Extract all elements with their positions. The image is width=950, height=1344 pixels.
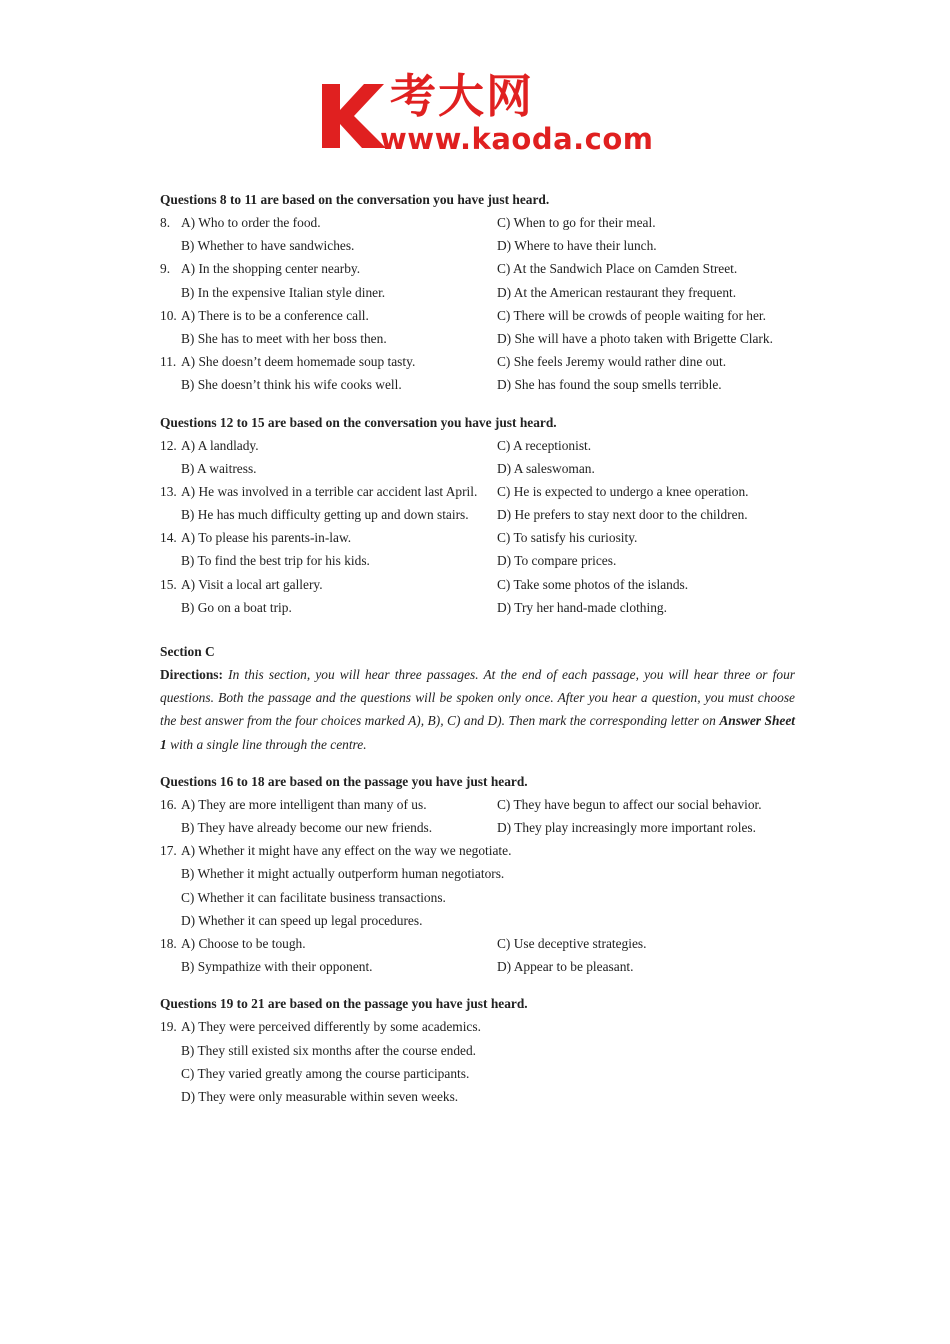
answer-option: B) Whether it might actually outperform human negotiators. <box>181 866 505 882</box>
answer-option-row <box>160 257 795 280</box>
answer-option: B) Whether to have sandwiches. <box>181 238 355 254</box>
answer-option: C) Use deceptive strategies. <box>497 935 647 951</box>
question-number <box>160 816 181 839</box>
question-number <box>160 549 181 572</box>
answer-option-row <box>160 480 795 503</box>
question-number: 12. <box>160 437 177 453</box>
question-number <box>160 281 181 304</box>
answer-option-row <box>160 839 795 862</box>
answer-option-row <box>160 573 795 596</box>
answer-option-row <box>160 1062 795 1085</box>
answer-option <box>497 886 795 909</box>
question-group-heading: Questions 19 to 21 are based on the passage you have just heard. <box>160 996 528 1012</box>
answer-option-row <box>160 503 795 526</box>
answer-option: C) Whether it can facilitate business transactions. <box>181 889 446 905</box>
directions-label: Directions: <box>160 667 223 682</box>
logo-url-text: www.kaoda.com <box>380 122 654 156</box>
question-number <box>160 234 181 257</box>
answer-option-row <box>160 932 795 955</box>
answer-option: A) She doesn’t deem homemade soup tasty. <box>181 354 416 370</box>
answer-sheet-label: Answer Sheet 1 <box>160 713 795 752</box>
answer-option-row <box>160 909 795 932</box>
answer-option: A) They were perceived differently by some academics. <box>181 1019 481 1035</box>
section-c-questions <box>160 770 795 1108</box>
answer-option: A) He was involved in a terrible car accident last April. <box>181 483 478 499</box>
directions-tail: with a single line through the centre. <box>170 736 367 752</box>
answer-option: B) A waitress. <box>181 460 257 476</box>
answer-option: D) They were only measurable within seven weeks. <box>181 1088 459 1104</box>
question-group-heading: Questions 16 to 18 are based on the passage you have just heard. <box>160 773 528 789</box>
question-group-heading: Questions 12 to 15 are based on the conversation you have just heard. <box>160 414 557 430</box>
answer-option: B) To find the best trip for his kids. <box>181 553 370 569</box>
answer-option-row <box>160 327 795 350</box>
answer-option: B) They still existed six months after the course ended. <box>181 1042 477 1058</box>
answer-option-row <box>160 457 795 480</box>
answer-option: A) They are more intelligent than many of us. <box>181 796 427 812</box>
answer-option-row <box>160 793 795 816</box>
question-number <box>160 862 181 885</box>
question-number: 8. <box>160 215 171 230</box>
answer-option: D) Try her hand-made clothing. <box>497 599 667 615</box>
answer-option: C) There will be crowds of people waiting for her. <box>497 307 766 323</box>
section-b-questions <box>160 188 795 619</box>
answer-option-row <box>160 1015 795 1038</box>
k-logo-icon <box>318 80 388 150</box>
answer-option: D) Appear to be pleasant. <box>497 959 634 975</box>
answer-option: C) They varied greatly among the course participants. <box>181 1065 470 1081</box>
answer-option: C) When to go for their meal. <box>497 215 656 230</box>
section-c-directions <box>160 663 795 756</box>
answer-option <box>497 909 795 932</box>
answer-option: C) To satisfy his curiosity. <box>497 530 638 546</box>
answer-option: A) To please his parents-in-law. <box>181 530 352 546</box>
kaoda-logo <box>318 69 654 162</box>
answer-option-row <box>160 304 795 327</box>
question-number <box>160 1062 181 1085</box>
answer-option: C) A receptionist. <box>497 437 592 453</box>
answer-option: A) Visit a local art gallery. <box>181 576 323 592</box>
answer-option-row <box>160 434 795 457</box>
answer-option: C) Take some photos of the islands. <box>497 576 689 592</box>
question-number <box>160 1039 181 1062</box>
question-content <box>160 186 795 1108</box>
answer-option: B) Sympathize with their opponent. <box>181 959 373 975</box>
answer-option-row <box>160 596 795 619</box>
answer-option: D) She has found the soup smells terrible. <box>497 377 722 393</box>
question-number: 18. <box>160 935 177 951</box>
answer-option <box>497 839 795 862</box>
directions-text: In this section, you will hear three passages. At the end of each passage, you will hear three or four questions. Both the passage and the questions will be spoken only once. After you hear a question, you must choose the best answer from the four choices marked A), B), C) and D). Then mark the corresponding letter on <box>160 667 795 729</box>
answer-option: D) At the American restaurant they frequent. <box>497 284 737 300</box>
answer-option-row <box>160 526 795 549</box>
answer-option: D) A saleswoman. <box>497 460 595 476</box>
answer-option-row <box>160 281 795 304</box>
answer-option: C) He is expected to undergo a knee operation. <box>497 483 749 499</box>
question-number <box>160 1085 181 1108</box>
answer-option-row <box>160 211 795 234</box>
answer-option: B) She doesn’t think his wife cooks well. <box>181 377 402 393</box>
answer-option: B) She has to meet with her boss then. <box>181 330 387 346</box>
answer-option-row <box>160 234 795 257</box>
answer-option: B) They have already become our new friends. <box>181 820 433 835</box>
answer-option: B) In the expensive Italian style diner. <box>181 284 386 300</box>
question-number <box>160 886 181 909</box>
answer-option-row <box>160 373 795 396</box>
question-number <box>160 909 181 932</box>
question-number <box>160 596 181 619</box>
answer-option: D) He prefers to stay next door to the children. <box>497 507 748 523</box>
answer-option <box>497 862 795 885</box>
answer-option <box>497 1085 795 1108</box>
answer-option-row <box>160 350 795 373</box>
answer-option: D) Where to have their lunch. <box>497 238 657 254</box>
answer-option-row <box>160 1039 795 1062</box>
logo-chinese-text: 考大网 <box>390 69 534 123</box>
answer-option-row <box>160 816 795 839</box>
answer-option: A) Who to order the food. <box>181 215 321 230</box>
answer-option <box>497 1062 795 1085</box>
question-number <box>160 955 181 978</box>
question-number: 9. <box>160 261 171 277</box>
question-number: 15. <box>160 576 177 592</box>
question-number: 16. <box>160 796 177 812</box>
answer-option: C) They have begun to affect our social behavior. <box>497 796 762 812</box>
answer-option: A) There is to be a conference call. <box>181 307 369 323</box>
answer-option <box>497 1015 795 1038</box>
answer-option: D) She will have a photo taken with Brigette Clark. <box>497 330 773 346</box>
answer-option: D) They play increasingly more important roles. <box>497 820 756 835</box>
question-number: 14. <box>160 530 177 546</box>
question-number <box>160 503 181 526</box>
answer-option: C) At the Sandwich Place on Camden Street. <box>497 261 738 277</box>
answer-option <box>497 1039 795 1062</box>
answer-option: A) Whether it might have any effect on the way we negotiate. <box>181 843 512 859</box>
answer-option-row <box>160 862 795 885</box>
answer-option: D) Whether it can speed up legal procedures. <box>181 912 423 928</box>
answer-option: B) He has much difficulty getting up and down stairs. <box>181 507 469 523</box>
answer-option: B) Go on a boat trip. <box>181 599 292 615</box>
answer-option: A) A landlady. <box>181 437 259 453</box>
question-number: 10. <box>160 307 177 323</box>
answer-option: D) To compare prices. <box>497 553 617 569</box>
question-number <box>160 373 181 396</box>
question-number: 19. <box>160 1019 177 1035</box>
answer-option-row <box>160 549 795 572</box>
answer-option: A) Choose to be tough. <box>181 935 306 951</box>
answer-option-row <box>160 955 795 978</box>
question-number <box>160 457 181 480</box>
answer-option-row <box>160 886 795 909</box>
answer-option: A) In the shopping center nearby. <box>181 261 361 277</box>
section-c-title: Section C <box>160 644 215 659</box>
question-group-heading: Questions 8 to 11 are based on the conversation you have just heard. <box>160 192 550 207</box>
question-number: 13. <box>160 483 177 499</box>
question-number: 11. <box>160 354 177 370</box>
question-number <box>160 327 181 350</box>
answer-option: C) She feels Jeremy would rather dine out. <box>497 354 727 370</box>
answer-option-row <box>160 1085 795 1108</box>
question-number: 17. <box>160 843 177 859</box>
